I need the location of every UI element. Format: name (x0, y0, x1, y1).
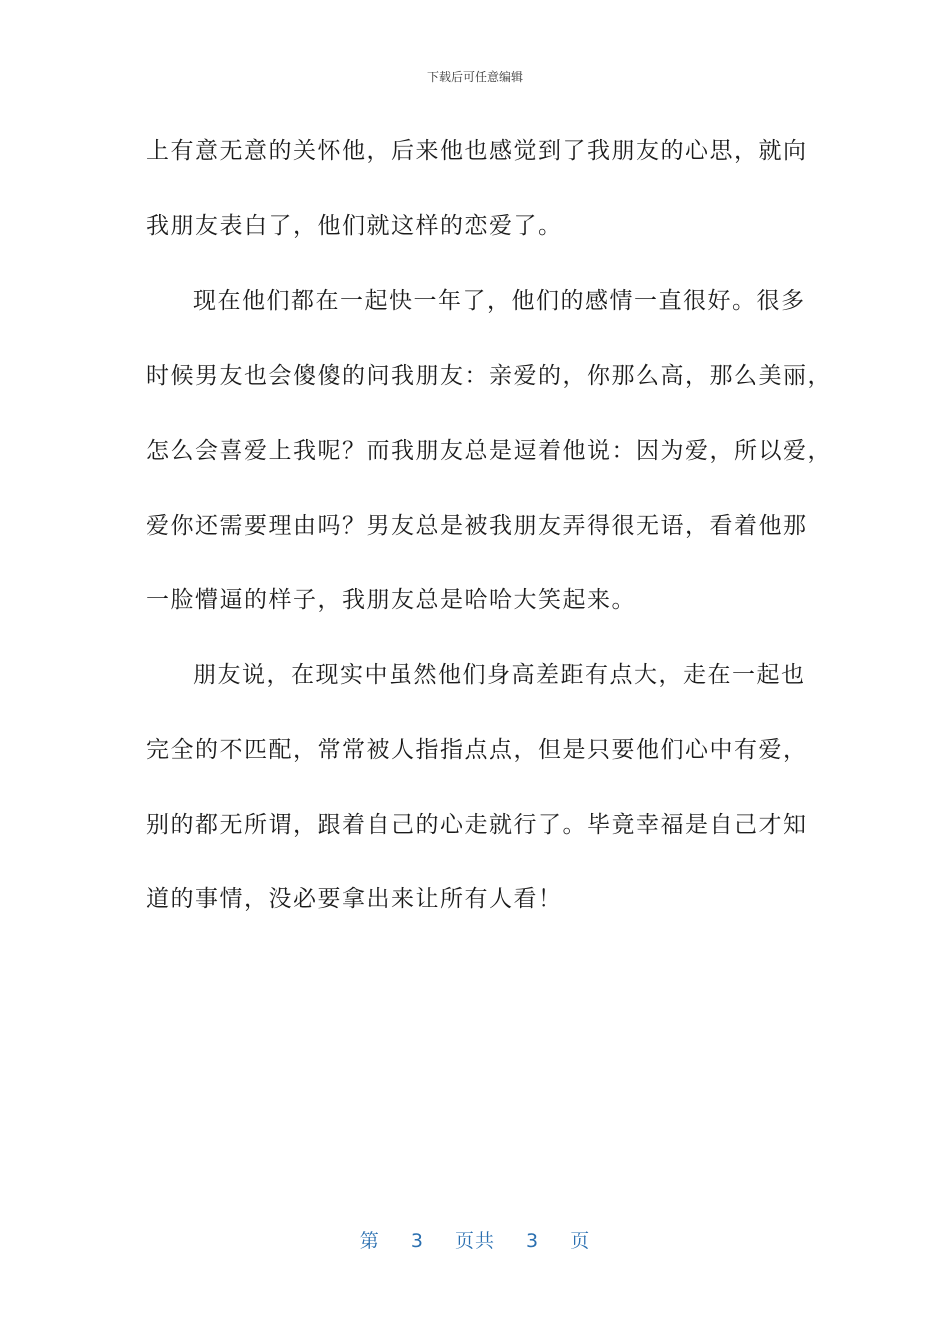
page-prefix: 第 (359, 1230, 380, 1252)
text-line: 一脸懵逼的样子，我朋友总是哈哈大笑起来。 (146, 587, 636, 613)
text-line: 爱你还需要理由吗？男友总是被我朋友弄得很无语，看着他那 (146, 513, 808, 539)
page-footer (0, 1226, 950, 1253)
total-pages-number: 3 (526, 1230, 540, 1252)
text-line: 上有意无意的关怀他，后来他也感觉到了我朋友的心思，就向 (146, 138, 808, 164)
text-line: 别的都无所谓，跟着自己的心走就行了。毕竟幸福是自己才知 (146, 812, 808, 838)
page-middle-text: 页共 (454, 1230, 495, 1252)
text-line: 道的事情，没必要拿出来让所有人看！ (146, 886, 563, 912)
paragraph-start-line: 朋友说，在现实中虽然他们身高差距有点大，走在一起也 (193, 662, 806, 688)
text-line: 我朋友表白了，他们就这样的恋爱了。 (146, 213, 563, 239)
current-page-number: 3 (410, 1230, 424, 1252)
text-line: 完全的不匹配，常常被人指指点点，但是只要他们心中有爱， (146, 737, 808, 763)
header-note: 下载后可任意编辑 (426, 70, 523, 84)
text-line: 时候男友也会傻傻的问我朋友：亲爱的，你那么高，那么美丽， (146, 363, 832, 389)
text-line: 怎么会喜爱上我呢？而我朋友总是逗着他说：因为爱，所以爱， (146, 438, 832, 464)
page-suffix: 页 (570, 1230, 591, 1252)
paragraph-start-line: 现在他们都在一起快一年了，他们的感情一直很好。很多 (193, 288, 806, 314)
